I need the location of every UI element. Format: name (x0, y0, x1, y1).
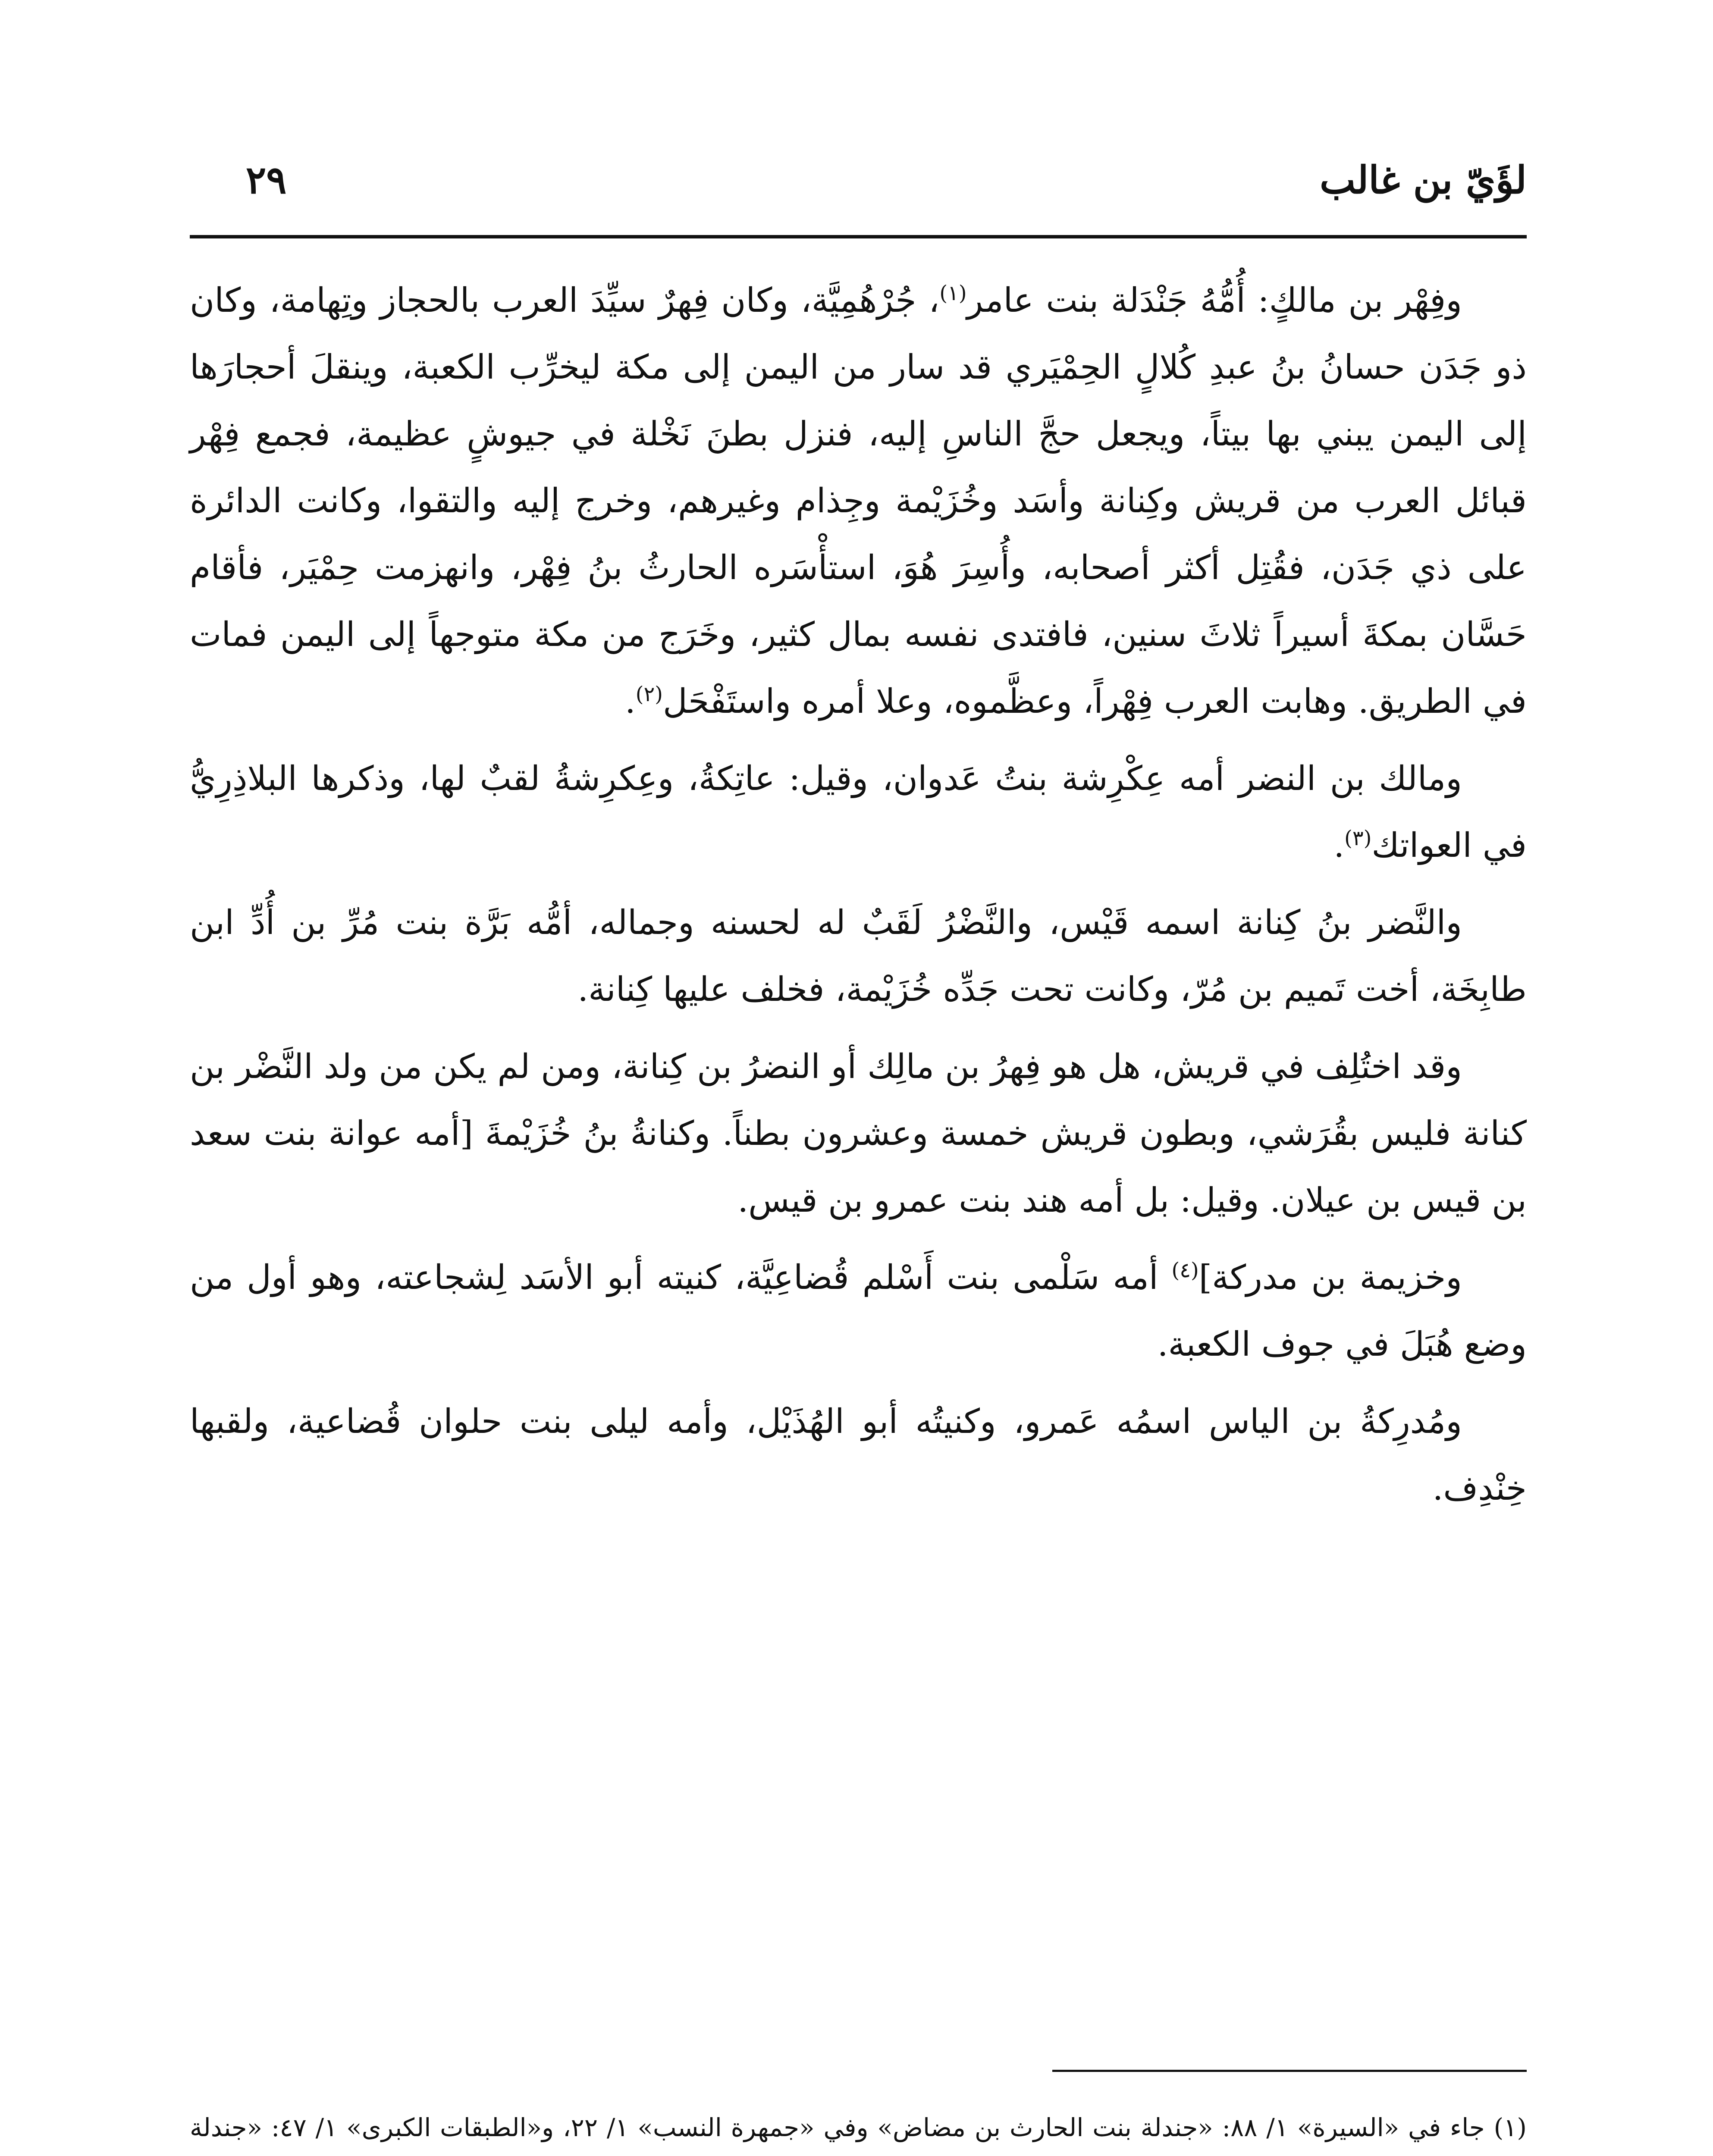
paragraph: وقد اختُلِف في قريش، هل هو فِهرُ بن مالِك أو النضرُ بن كِنانة، ومن لم يكن من ولد النَّضْر بن كنانة فليس بقُرَشي، وبطون قريش خمسة وعشرون بطناً. وكنانةُ بنُ خُزَيْمةَ [أمه عوانة بنت سعد بن قيس بن عيلان. وقيل: بل أمه هند بنت عمرو بن قيس. (190, 1047, 1527, 1220)
footnote: (١) جاء في «السيرة» ١/ ٨٨: «جندلة بنت الحارث بن مضاض» وفي «جمهرة النسب» ١/ ٢٢، و«الطبقات الكبرى» ١/ ٤٧: «جندلة (190, 2113, 1527, 2142)
footnote-divider (1052, 2070, 1527, 2072)
page-number: ٢٩ (246, 157, 287, 202)
footnote-ref: (١) (939, 281, 967, 305)
main-text (190, 267, 1527, 1532)
paragraph: ومُدرِكةُ بن الياس اسمُه عَمرو، وكنيتُه أبو الهُذَيْل، وأمه ليلى بنت حلوان قُضاعية، ولقبها خِنْدِف. (190, 1402, 1527, 1508)
paragraph: والنَّضر بنُ كِنانة اسمه قَيْس، والنَّضْرُ لَقَبٌ له لحسنه وجماله، أمُّه بَرَّة بنت مُرِّ بن أُدِّ ابن طابِخَة، أخت تَميم بن مُرّ، وكانت تحت جَدِّه خُزَيْمة، فخلف عليها كِنانة. (190, 903, 1527, 1009)
footnotes (190, 2104, 1527, 2156)
running-header (190, 157, 1527, 222)
header-divider (190, 235, 1527, 238)
paragraph: ومالك بن النضر أمه عِكْرِشة بنتُ عَدوان، وقيل: عاتِكةُ، وعِكرِشةُ لقبٌ لها، وذكرها البلاذِرِيُّ في العواتك$^{(٣)}$. (190, 759, 1527, 865)
paragraph: وخزيمة بن مدركة]$^{(٤)}$ أمه سَلْمى بنت أَسْلم قُضاعِيَّة، كنيته أبو الأسَد لِشجاعته، وهو أول من وضع هُبَلَ في جوف الكعبة. (190, 1258, 1527, 1364)
footnote-ref: (٢) (635, 682, 663, 706)
footnote-ref: (٣) (1344, 826, 1372, 850)
paragraph: وفِهْر بن مالكٍ: أُمُّهُ جَنْدَلة بنت عامر$^{(١)}$، جُرْهُمِيَّة، وكان فِهرٌ سيِّدَ العرب بالحجاز وتِهامة، وكان ذو جَدَن حسانُ بنُ عبدِ كُلالٍ الحِمْيَري قد سار من اليمن إلى مكة ليخرِّب الكعبة، وينقلَ أحجارَها إلى اليمن يبني بها بيتاً، ويجعل حجَّ الناسِ إليه، فنزل بطنَ نَخْلة في جيوشٍ عظيمة، فجمع فِهْر قبائل العرب من قريش وكِنانة وأسَد وخُزَيْمة وجِذام وغيرهم، وخرج إليه والتقوا، وكانت الدائرة على ذي جَدَن، فقُتِل أكثر أصحابه، وأُسِرَ هُوَ، استأْسَره الحارثُ بنُ فِهْر، وانهزمت حِمْيَر، فأقام حَسَّان بمكةَ أسيراً ثلاثَ سنين، فافتدى نفسه بمال كثير، وخَرَج من مكة متوجهاً إلى اليمن فمات في الطريق. وهابت العرب فِهْراً، وعظَّموه، وعلا أمره واستَفْحَل$^{(٢)}$. (190, 281, 1527, 721)
chapter-title: لؤَيّ بن غالب (1320, 157, 1527, 202)
book-page (190, 0, 1527, 2156)
footnote-ref: (٤) (1171, 1258, 1199, 1282)
